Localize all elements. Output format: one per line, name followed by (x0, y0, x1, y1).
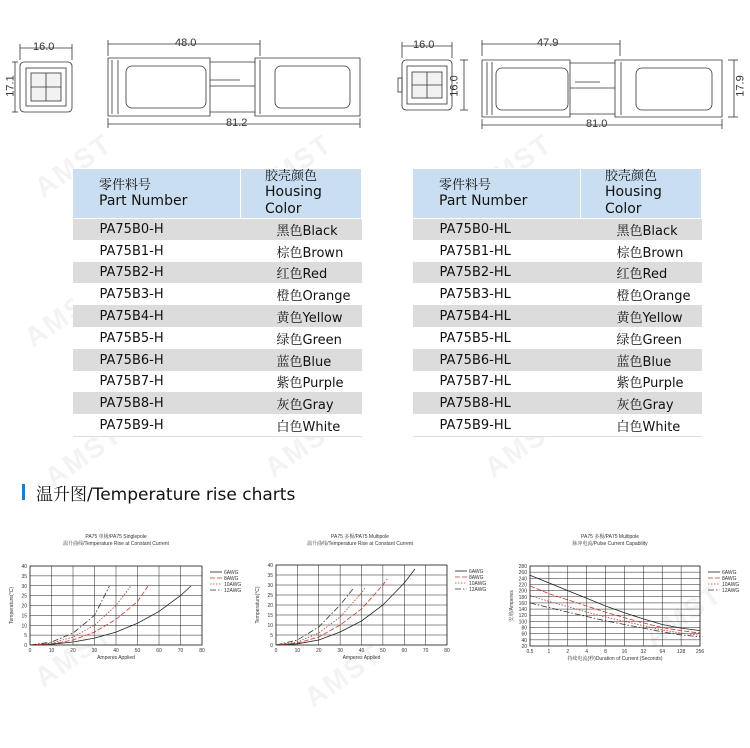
y-tick-label: 20 (521, 644, 527, 650)
housing-color-cell: 紫色Purple (581, 371, 702, 393)
table-row (73, 371, 362, 393)
x-tick-label: 50 (380, 648, 386, 654)
chart-subtitle: 温升曲线/Temperature Rise at Constant Current (63, 541, 169, 547)
y-tick-label: 120 (518, 613, 527, 620)
housing-color-cell: 棕色Brown (581, 240, 702, 262)
table-row (413, 371, 702, 393)
x-axis-label: Amperes Applied (97, 655, 135, 661)
x-axis-label: 持续电流(秒)Duration of Current (Seconds) (567, 656, 663, 662)
part-number-cell: PA75B0-H (73, 219, 241, 241)
y-tick-label: 5 (270, 633, 273, 639)
x-tick-label: 10 (48, 648, 55, 654)
x-tick-label: 0.5 (526, 649, 534, 655)
part-number-cell: PA75B7-HL (413, 371, 581, 393)
table-row (413, 393, 702, 415)
housing-color-cell: 黄色Yellow (241, 306, 362, 328)
watermark-text (29, 618, 119, 694)
x-tick-label: 20 (70, 648, 76, 654)
housing-color-cell: 灰色Gray (581, 393, 702, 415)
x-tick-label: 32 (640, 649, 647, 655)
part-number-cell: PA75B0-HL (413, 219, 581, 241)
y-tick-label: 180 (518, 594, 527, 601)
x-tick-label: 80 (444, 648, 450, 654)
y-tick-label: 35 (267, 573, 273, 579)
series-line (276, 579, 387, 645)
table-row (73, 349, 362, 371)
housing-color-cell: 紫色Purple (241, 371, 362, 393)
header-housing-color: 胶壳颜色 Housing Color (241, 169, 362, 219)
x-tick-label: 40 (358, 648, 365, 654)
x-tick-label: 60 (156, 648, 162, 654)
table-row (413, 415, 702, 437)
part-number-cell: PA75B5-H (73, 327, 241, 349)
housing-color-cell: 灰色Gray (241, 393, 362, 415)
y-tick-label: 140 (518, 607, 527, 614)
housing-color-cell: 橙色Orange (241, 284, 362, 306)
plot-frame (30, 566, 202, 645)
part-number-cell: PA75B6-H (73, 349, 241, 371)
plot-frame (276, 565, 447, 645)
x-tick-label: 20 (315, 648, 322, 654)
y-tick-label: 30 (267, 583, 273, 589)
y-tick-label: 80 (521, 625, 527, 632)
x-tick-label: 128 (676, 649, 686, 655)
housing-color-cell: 绿色Green (581, 327, 702, 349)
housing-color-cell: 白色White (581, 415, 702, 437)
y-tick-label: 35 (21, 573, 27, 580)
table-row (73, 240, 362, 262)
right-side-height-dim: 17.9 (734, 75, 747, 97)
y-tick-label: 15 (21, 613, 27, 620)
legend-label: 12AWG (469, 587, 487, 593)
right-side-overall-dim: 47.9 (537, 37, 559, 49)
part-number-cell: PA75B3-H (73, 284, 241, 306)
chart-title: PA75 多极/PA75 Multipole (331, 534, 389, 540)
y-axis-label: Temperature(°C) (9, 586, 15, 625)
y-tick-label: 160 (518, 600, 527, 607)
y-tick-label: 5 (24, 633, 27, 640)
y-tick-label: 40 (21, 564, 27, 570)
x-tick-label: 64 (659, 649, 666, 655)
part-number-cell: PA75B6-HL (413, 349, 581, 371)
housing-color-cell: 白色White (241, 415, 362, 437)
table-row (73, 262, 362, 284)
table-row (413, 219, 702, 241)
dimension-drawings (0, 0, 750, 140)
table-row (413, 349, 702, 371)
x-tick-label: 70 (422, 648, 429, 654)
chart-title: PA75 多极/PA75 Multipole (581, 534, 639, 540)
x-tick-label: 70 (177, 648, 184, 654)
x-tick-label: 60 (401, 648, 408, 654)
part-number-cell: PA75B4-HL (413, 306, 581, 328)
y-tick-label: 10 (21, 623, 27, 630)
part-number-cell: PA75B8-HL (413, 393, 581, 415)
housing-color-cell: 棕色Brown (241, 240, 362, 262)
left-side-view (108, 58, 360, 116)
right-side-total-dim: 81.0 (586, 118, 608, 130)
x-tick-label: 80 (199, 648, 205, 654)
y-tick-label: 30 (21, 583, 27, 590)
watermark-text (639, 578, 729, 654)
y-tick-label: 60 (521, 631, 527, 638)
section-title: 温升图/Temperature rise charts (36, 485, 296, 505)
y-axis-label: Temperature(°C) (255, 586, 261, 624)
series-line (276, 589, 353, 645)
x-tick-label: 4 (585, 649, 589, 655)
housing-color-cell: 绿色Green (241, 327, 362, 349)
x-tick-label: 0 (28, 648, 32, 654)
right-end-height-dim: 16.0 (448, 75, 461, 97)
housing-color-cell: 红色Red (241, 262, 362, 284)
series-line (276, 587, 366, 645)
x-tick-label: 10 (294, 648, 301, 654)
table-row (73, 219, 362, 241)
right-side-view (482, 60, 722, 117)
x-tick-label: 2 (566, 649, 570, 655)
y-tick-label: 0 (270, 643, 273, 649)
x-tick-label: 16 (621, 649, 628, 655)
x-tick-label: 40 (113, 648, 119, 654)
x-tick-label: 1 (547, 649, 551, 655)
legend-label: 8AWG (224, 576, 239, 582)
table-row (413, 240, 702, 262)
part-number-cell: PA75B3-HL (413, 284, 581, 306)
right-end-width-dim: 16.0 (413, 39, 435, 51)
legend-label: 6AWG (722, 570, 737, 576)
y-tick-label: 20 (267, 603, 273, 609)
part-number-cell: PA75B9-HL (413, 415, 581, 437)
legend-label: 10AWG (224, 582, 242, 588)
legend-label: 10AWG (722, 582, 740, 588)
table-row (73, 284, 362, 306)
parts-table-h (72, 168, 362, 437)
y-tick-label: 220 (518, 582, 527, 589)
housing-color-cell: 蓝色Blue (581, 349, 702, 371)
housing-color-cell: 黄色Yellow (581, 306, 702, 328)
y-tick-label: 40 (521, 637, 527, 644)
x-axis-label: Amperes Applied (342, 655, 381, 661)
x-tick-label: 30 (337, 648, 343, 654)
table-row (73, 393, 362, 415)
y-tick-label: 25 (267, 593, 273, 599)
y-tick-label: 260 (518, 570, 527, 577)
housing-color-cell: 蓝色Blue (241, 349, 362, 371)
legend-label: 12AWG (722, 588, 740, 594)
x-tick-label: 50 (134, 648, 141, 654)
part-number-cell: PA75B2-HL (413, 262, 581, 284)
legend-label: 8AWG (722, 576, 737, 582)
series-line (276, 569, 415, 645)
y-tick-label: 0 (24, 643, 27, 649)
left-end-width-dim: 16.0 (33, 41, 55, 53)
y-tick-label: 100 (518, 619, 527, 626)
parts-table-hl (412, 168, 702, 437)
chart-subtitle: 温升曲线/Temperature Rise at Constant Current (307, 541, 413, 547)
part-number-cell: PA75B1-H (73, 240, 241, 262)
legend-label: 10AWG (469, 581, 487, 587)
y-tick-label: 200 (518, 588, 527, 595)
left-side-total-dim: 81.2 (226, 117, 248, 129)
x-tick-label: 256 (695, 649, 705, 655)
part-number-cell: PA75B1-HL (413, 240, 581, 262)
y-axis-label: 安培/Amperes (509, 590, 515, 622)
housing-color-cell: 红色Red (581, 262, 702, 284)
x-tick-label: 8 (604, 649, 607, 655)
table-row (73, 415, 362, 437)
table-row (413, 306, 702, 328)
legend-label: 12AWG (224, 588, 242, 594)
legend-label: 6AWG (224, 570, 239, 576)
y-tick-label: 25 (21, 593, 27, 600)
table-row (73, 327, 362, 349)
x-tick-label: 30 (91, 648, 98, 654)
y-tick-label: 240 (518, 576, 527, 583)
table-row (413, 284, 702, 306)
y-tick-label: 20 (21, 603, 27, 610)
y-tick-label: 15 (267, 613, 273, 619)
part-number-cell: PA75B5-HL (413, 327, 581, 349)
right-end-view (398, 60, 452, 110)
header-part-number: 零件料号 Part Number (73, 169, 241, 219)
left-end-height-dim: 17.1 (4, 75, 17, 97)
table-row (413, 262, 702, 284)
y-tick-label: 40 (267, 563, 273, 569)
chart-title: PA75 单极/PA75 Singlepole (85, 534, 147, 540)
part-number-cell: PA75B8-H (73, 393, 241, 415)
table-row (73, 306, 362, 328)
part-number-cell: PA75B7-H (73, 371, 241, 393)
watermark-text (299, 638, 389, 714)
part-number-cell: PA75B2-H (73, 262, 241, 284)
section-accent-bar (22, 484, 25, 500)
part-number-cell: PA75B4-H (73, 306, 241, 328)
part-number-cell: PA75B9-H (73, 415, 241, 437)
y-tick-label: 280 (518, 564, 527, 570)
x-tick-label: 0 (274, 648, 278, 654)
chart-subtitle: 脉冲电流/Pulse Current Capability (572, 541, 648, 547)
housing-color-cell: 橙色Orange (581, 284, 702, 306)
y-tick-label: 10 (267, 623, 273, 629)
legend-label: 8AWG (469, 575, 484, 581)
housing-color-cell: 黑色Black (241, 219, 362, 241)
legend-label: 6AWG (469, 569, 484, 575)
table-row (413, 327, 702, 349)
header-housing-color: 胶壳颜色 Housing Color (581, 169, 702, 219)
left-end-view (20, 62, 72, 112)
left-side-overall-dim: 48.0 (175, 37, 197, 49)
housing-color-cell: 黑色Black (581, 219, 702, 241)
header-part-number: 零件料号 Part Number (413, 169, 581, 219)
